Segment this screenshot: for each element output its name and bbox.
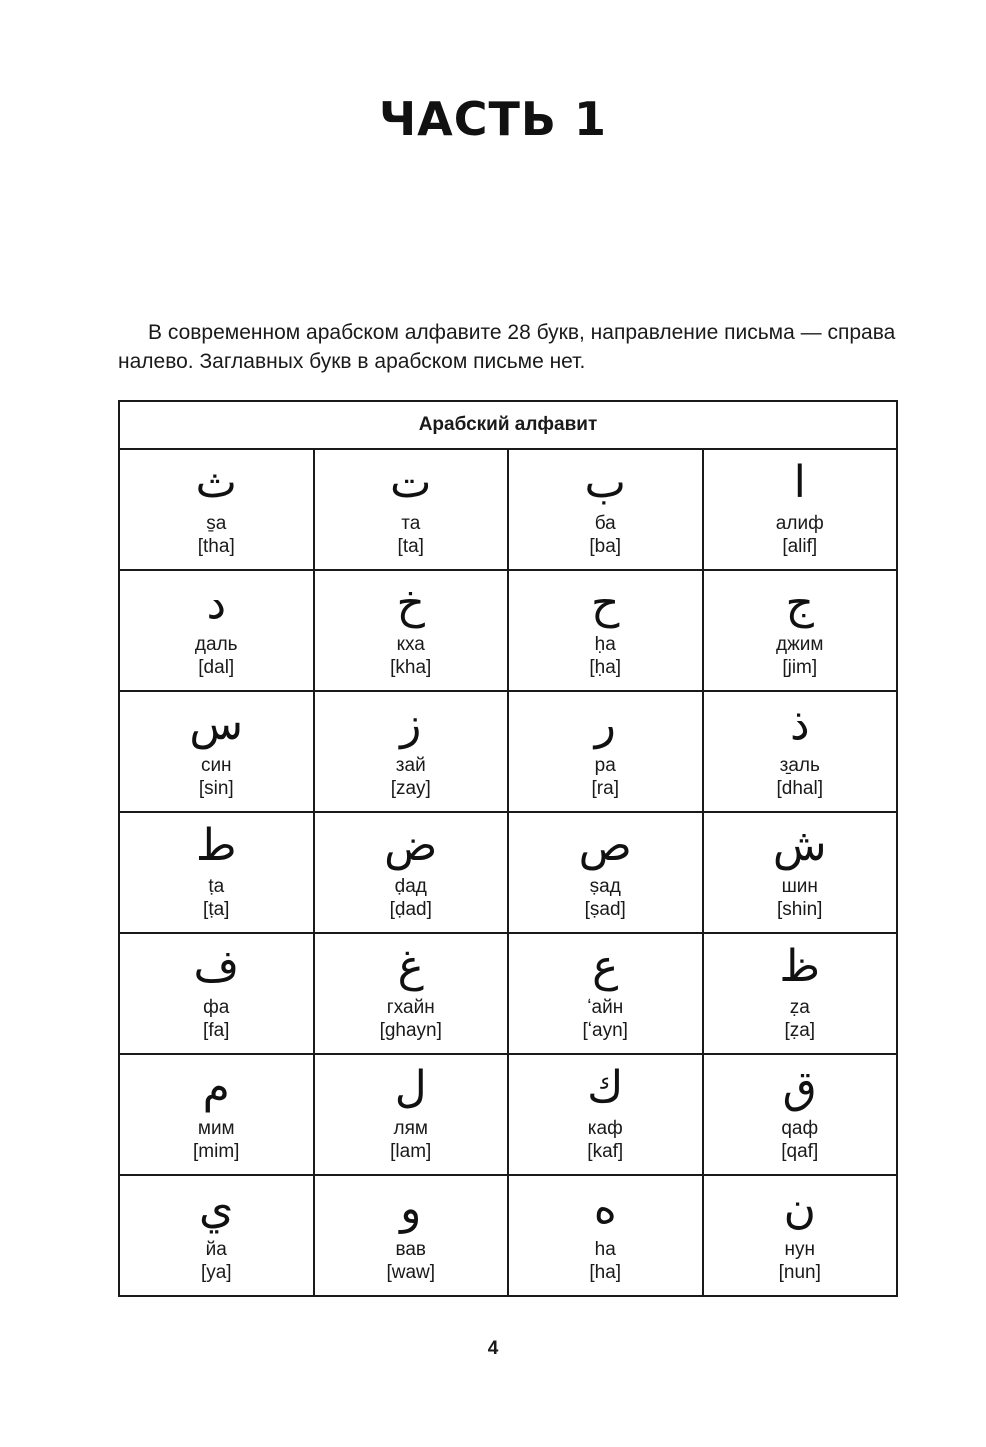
letter-cell-content [120, 1055, 313, 1163]
letter-cell [314, 812, 509, 933]
letter-cell [508, 449, 703, 570]
arabic-letter: ت [390, 457, 432, 508]
letter-cell-content [120, 813, 313, 921]
arabic-letter: ر [594, 699, 616, 750]
letter-transliteration: [ḍad] [389, 899, 432, 920]
letter-cell-content [315, 813, 508, 921]
letter-cell-content [509, 1176, 702, 1284]
letter-name: нун [784, 1239, 815, 1260]
letter-name: фа [203, 997, 230, 1018]
letter-name: гхайн [386, 997, 435, 1018]
letter-name: вав [395, 1239, 427, 1260]
letter-cell [703, 933, 898, 1054]
letter-cell-content [509, 571, 702, 679]
letter-transliteration: [kha] [390, 657, 432, 678]
arabic-letter: ص [578, 820, 632, 871]
arabic-letter: و [400, 1183, 422, 1234]
letter-name: ṭа [208, 876, 225, 897]
table-body [119, 449, 897, 1296]
arabic-letter: ه [593, 1183, 617, 1234]
letter-cell [703, 570, 898, 691]
letter-cell-content [315, 1055, 508, 1163]
letter-name: ẓа [789, 997, 810, 1018]
letter-transliteration: [alif] [782, 536, 818, 557]
letter-name: алиф [775, 513, 824, 534]
arabic-letter: خ [396, 578, 425, 629]
page-number: 4 [487, 1338, 499, 1359]
arabic-letter: ب [584, 457, 626, 508]
letter-transliteration: [zay] [390, 778, 431, 799]
letter-cell-content [704, 934, 897, 1042]
table-row [119, 812, 897, 933]
letter-cell-content [120, 692, 313, 800]
letter-cell [703, 691, 898, 812]
arabic-letter: ن [783, 1183, 816, 1234]
arabic-letter: م [202, 1062, 230, 1113]
letter-cell [508, 1054, 703, 1175]
letter-transliteration: [nun] [778, 1262, 821, 1283]
letter-cell [508, 691, 703, 812]
letter-transliteration: [tha] [197, 536, 235, 557]
letter-name: лям [393, 1118, 428, 1139]
table-row [119, 570, 897, 691]
letter-name: та [401, 513, 421, 534]
letter-name: ра [594, 755, 616, 776]
letter-cell [703, 1054, 898, 1175]
arabic-letter: ل [394, 1062, 427, 1113]
letter-cell-content [704, 1176, 897, 1284]
letter-cell [119, 933, 314, 1054]
arabic-letter: ظ [779, 941, 821, 992]
letter-name: ба [594, 513, 616, 534]
letter-transliteration: [qaf] [781, 1141, 819, 1162]
letter-transliteration: [ṣad] [584, 899, 626, 920]
table-row [119, 933, 897, 1054]
letter-cell-content [704, 450, 897, 558]
table-row [119, 691, 897, 812]
letter-cell-content [315, 934, 508, 1042]
page-title: ЧАСТЬ 1 [379, 92, 607, 146]
letter-name: каф [587, 1118, 623, 1139]
letter-cell-content [120, 450, 313, 558]
letter-cell [314, 570, 509, 691]
letter-cell-content [315, 450, 508, 558]
table-row [119, 1054, 897, 1175]
letter-cell-content [315, 692, 508, 800]
letter-cell [703, 812, 898, 933]
letter-name: син [200, 755, 232, 776]
letter-name: hа [594, 1239, 616, 1260]
letter-transliteration: [dal] [198, 657, 235, 678]
letter-cell [508, 570, 703, 691]
letter-name: qаф [781, 1118, 819, 1139]
letter-transliteration: [ʻayn] [582, 1020, 628, 1041]
arabic-letter: ك [587, 1062, 624, 1113]
letter-cell-content [315, 571, 508, 679]
letter-name: ʻайн [587, 997, 624, 1018]
arabic-letter: ض [384, 820, 438, 871]
arabic-letter: ج [785, 578, 814, 629]
letter-transliteration: [kaf] [587, 1141, 624, 1162]
letter-cell [314, 449, 509, 570]
letter-transliteration: [sin] [198, 778, 234, 799]
letter-name: ṣад [589, 876, 621, 897]
letter-cell [314, 933, 509, 1054]
letter-transliteration: [fa] [203, 1020, 230, 1041]
letter-name: джим [776, 634, 824, 655]
letter-cell [314, 1054, 509, 1175]
letter-cell-content [704, 1055, 897, 1163]
letter-cell-content [704, 692, 897, 800]
letter-cell [508, 1175, 703, 1296]
letter-cell [119, 570, 314, 691]
arabic-letter: د [206, 578, 227, 629]
letter-name: з̱аль [779, 755, 820, 776]
arabic-letter: ذ [789, 699, 810, 750]
letter-cell [119, 1175, 314, 1296]
letter-cell-content [120, 571, 313, 679]
letter-cell [508, 812, 703, 933]
intro-paragraph: В современном арабском алфавите 28 букв, направление письма — справа налево. Заглавных букв в арабском письме нет. [118, 321, 896, 373]
letter-transliteration: [ra] [591, 778, 619, 799]
letter-cell [119, 1054, 314, 1175]
arabic-letter: ع [592, 941, 619, 992]
letter-name: s̱а [206, 513, 227, 534]
letter-cell-content [704, 813, 897, 921]
letter-transliteration: [ya] [200, 1262, 232, 1283]
letter-cell [119, 449, 314, 570]
letter-transliteration: [mim] [193, 1141, 240, 1162]
letter-cell [314, 691, 509, 812]
letter-cell-content [704, 571, 897, 679]
table-row [119, 1175, 897, 1296]
table-row [119, 449, 897, 570]
letter-transliteration: [dhal] [776, 778, 823, 799]
letter-transliteration: [ha] [589, 1262, 622, 1283]
arabic-letter: ط [195, 820, 237, 871]
letter-name: йа [205, 1239, 227, 1260]
arabic-letter: س [189, 699, 244, 750]
arabic-letter: غ [397, 941, 424, 992]
letter-name: даль [194, 634, 238, 655]
letter-transliteration: [lam] [390, 1141, 432, 1162]
letter-name: зай [395, 755, 426, 776]
letter-cell [703, 1175, 898, 1296]
letter-cell-content [509, 450, 702, 558]
arabic-letter: ث [195, 457, 237, 508]
letter-name: кха [396, 634, 425, 655]
letter-cell [508, 933, 703, 1054]
letter-name: ḥа [594, 634, 616, 655]
arabic-letter: ق [782, 1062, 817, 1113]
letter-cell-content [315, 1176, 508, 1284]
letter-transliteration: [ḥa] [589, 657, 622, 678]
letter-transliteration: [ẓa] [784, 1020, 816, 1041]
letter-cell [119, 691, 314, 812]
letter-cell-content [509, 1055, 702, 1163]
letter-cell [119, 812, 314, 933]
table-header: Арабский алфавит [119, 401, 897, 449]
arabic-letter: ي [199, 1183, 234, 1234]
letter-name: шин [781, 876, 818, 897]
letter-cell [314, 1175, 509, 1296]
letter-cell-content [120, 1176, 313, 1284]
arabic-letter: ح [591, 578, 620, 629]
letter-transliteration: [ta] [397, 536, 424, 557]
letter-transliteration: [jim] [782, 657, 818, 678]
arabic-alphabet-table [118, 400, 898, 1297]
letter-transliteration: [shin] [777, 899, 823, 920]
arabic-letter: ز [400, 699, 422, 750]
letter-name: мим [197, 1118, 235, 1139]
letter-transliteration: [ba] [589, 536, 622, 557]
letter-cell-content [509, 813, 702, 921]
letter-transliteration: [waw] [386, 1262, 436, 1283]
letter-cell-content [509, 934, 702, 1042]
arabic-letter: ف [193, 941, 240, 992]
letter-transliteration: [ṭa] [203, 899, 230, 920]
letter-cell-content [509, 692, 702, 800]
letter-cell [703, 449, 898, 570]
arabic-letter: ش [772, 820, 827, 871]
letter-name: ḍад [394, 876, 427, 897]
arabic-letter: ا [793, 457, 806, 508]
letter-transliteration: [ghayn] [379, 1020, 442, 1041]
letter-cell-content [120, 934, 313, 1042]
